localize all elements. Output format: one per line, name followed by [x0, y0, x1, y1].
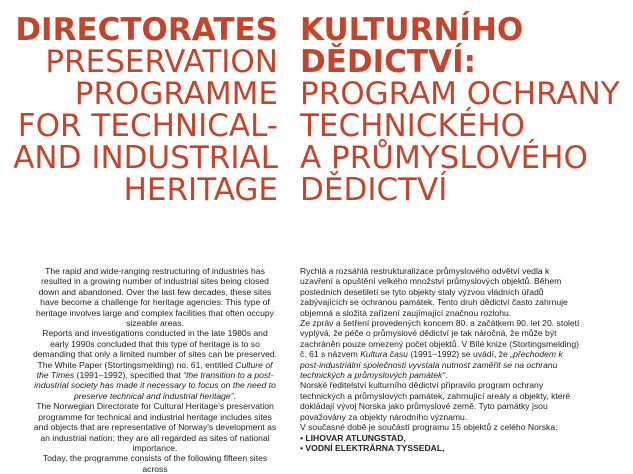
left-heading-line: PROGRAMME [74, 76, 278, 112]
right-heading-line: PROGRAM OCHRANY [300, 76, 620, 112]
english-p2-text-b: (1991–1992), specified that [74, 370, 184, 381]
english-p2-end: . [233, 390, 236, 401]
czech-p2-text-b: (1991–1992) se uvádí, že [407, 349, 511, 360]
czech-paragraph-4: V současné době je součástí programu 15 objektů z celého Norska: [300, 422, 558, 433]
czech-bullet-item: • VODNÍ ELEKTRÁRNA TYSSEDAL, [300, 442, 445, 453]
right-heading-line: TECHNICKÉHO [300, 108, 526, 144]
czech-body [300, 266, 582, 453]
english-paragraph-1: The rapid and wide-ranging restructuring of industries has resulted in a growing number of industrial sites being closed down and abandoned. Over the last few decades, these sites have become a challenge for heritage agencies. This type of heritage involves large and complex facilities that often occupy sizeable areas. [36, 266, 274, 329]
right-heading-line: A PRŮMYSLOVÉHO [300, 140, 588, 176]
right-heading-line: DĚDICTVÍ [300, 172, 448, 208]
english-p2-text: Reports and investigations conducted in the late 1980s and early 1990s concluded that this type of heritage is to so demanding that only a limited number of sites can be preserved. The White Paper (Stortingsmelding) no. 61, entitled [32, 328, 278, 370]
left-heading-line: PRESERVATION [45, 44, 278, 80]
czech-bullet-item: • LIHOVAR ATLUNGSTAD, [300, 432, 406, 443]
right-heading [300, 14, 633, 206]
czech-paragraph-3: Norské ředitelství kulturního dědictví připravilo program ochrany technických a průmyslových památek, zahrnující areály a objekty, které dokládají vývoj Norska jako průmyslové země. Tyto památky jsou považovány za objekty národního významu. [300, 380, 571, 422]
left-heading-line: HERITAGE [123, 172, 278, 208]
czech-p2-title: Kultura času [360, 349, 408, 360]
left-heading-line: FOR TECHNICAL- [17, 108, 278, 144]
czech-p2-end: . [445, 370, 448, 381]
left-heading-line: AND INDUSTRIAL [13, 140, 278, 176]
english-p2-quote: “the transition to a post-industrial society has made it necessary to focus on the need to preserve technical and industrial heritage” [34, 370, 276, 401]
czech-paragraph-1: Rychlá a rozsáhlá restrukturalizace průmyslového odvětví vedla k uzavření a opuštění velkého množství průmyslových objektů. Během posledních desetiletí se tyto objekty staly výzvou vládních úřadů zabývajících se ochranou památek. Tento druh dědictví často zahrnuje objemná a složitá zařízení zaujímající značnou rozlohu. [300, 266, 568, 318]
english-paragraph-4: Today, the programme consists of the following fifteen sites across [42, 453, 268, 474]
czech-p2-quote: „přechodem k post-industriální společnosti vyvstala nutnost zaměřit se na ochranu technických a průmyslových památek“ [300, 349, 563, 381]
english-body [32, 266, 278, 474]
right-heading-line: DĚDICTVÍ: [300, 44, 476, 80]
czech-p2-text: Ze zpráv a šetření provedených koncem 80. a začátkem 90. let 20. století vyplývá, že péče o průmyslové dědictví je tak náročná, že může být zachráněn pouze omezený počet objektů. V Bílé knize (Stortingsmelding) č. 61 s názvem [300, 318, 580, 360]
right-heading-line: KULTURNÍHO [300, 12, 524, 48]
english-p2-title: Culture of the Times [36, 359, 273, 381]
left-heading [0, 14, 278, 206]
english-paragraph-2 [32, 328, 278, 401]
czech-paragraph-2 [300, 318, 582, 380]
english-paragraph-3: The Norwegian Directorate for Cultural Heritage's preservation programme for technical and industrial heritage includes sites and objects that are representative of Norway's development as an industrial nation; they are all regarded as sites of national importance. [33, 401, 277, 453]
left-heading-line: DIRECTORATES [15, 12, 278, 48]
